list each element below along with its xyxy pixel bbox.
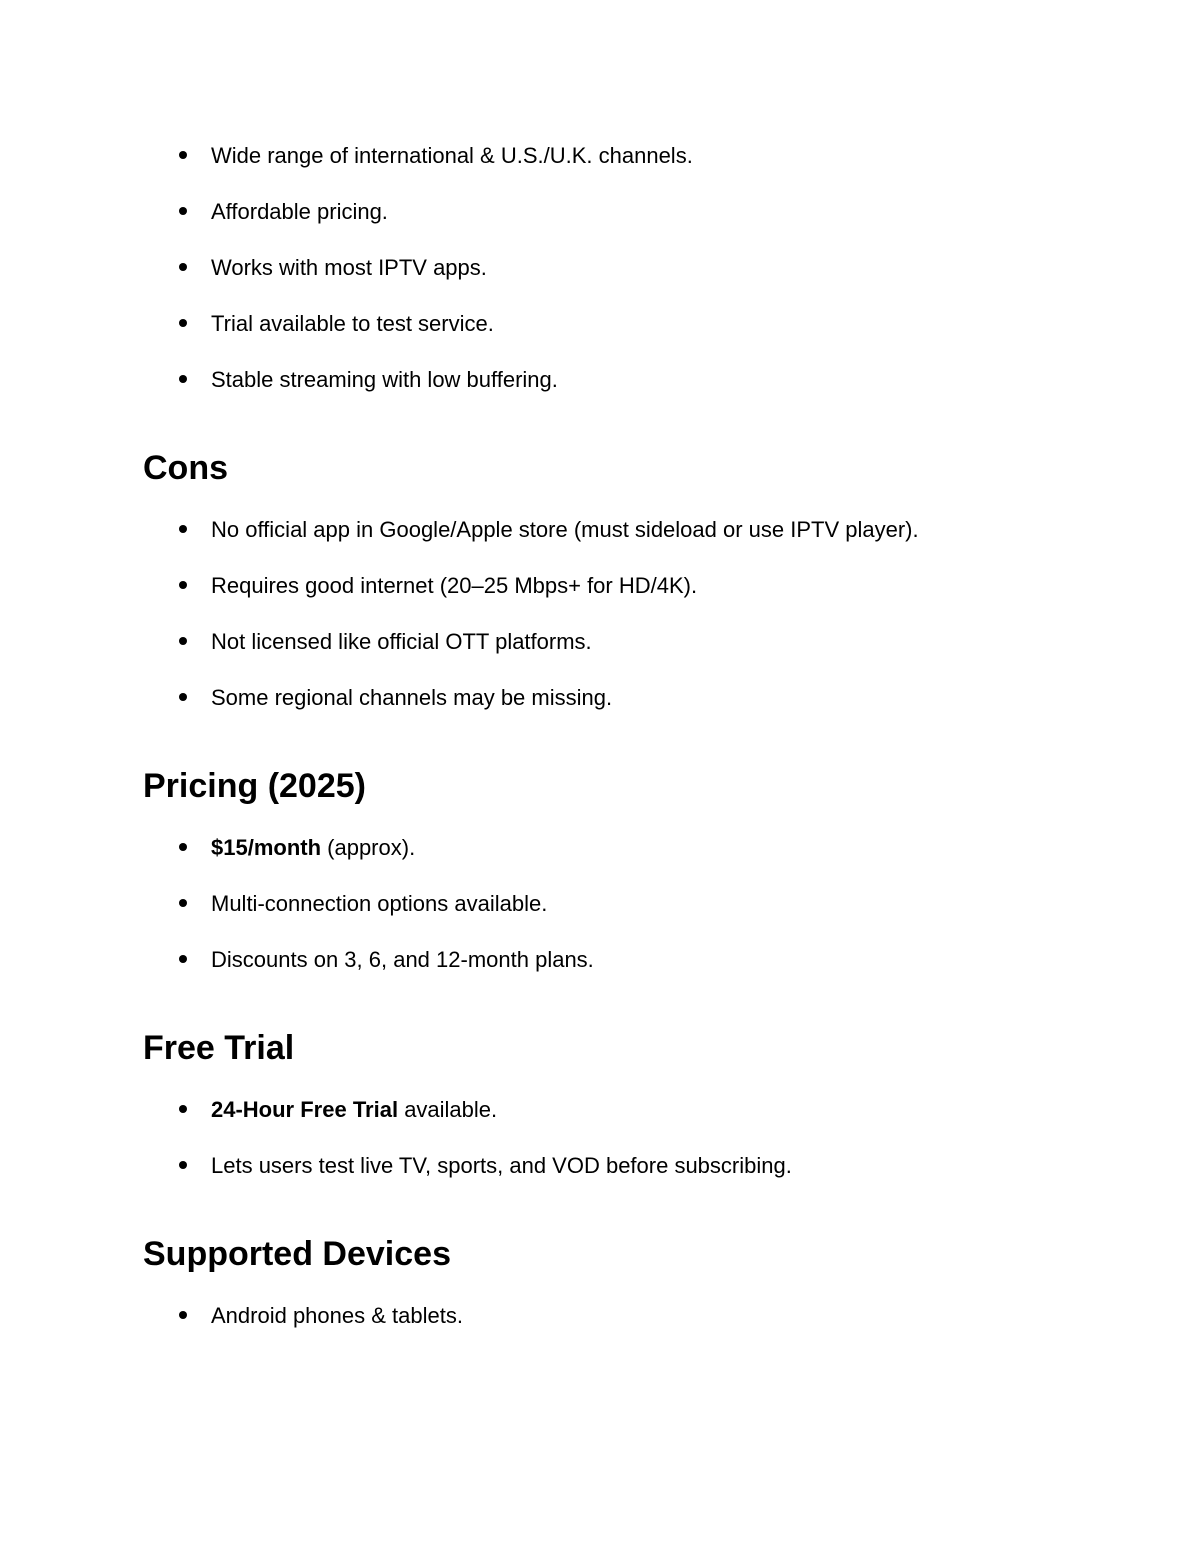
list-item xyxy=(143,516,1057,544)
bullet-list xyxy=(143,834,1057,974)
list-item-text: Trial available to test service. xyxy=(211,311,494,336)
list-item xyxy=(143,628,1057,656)
bullet-icon xyxy=(179,263,187,271)
list-item xyxy=(143,198,1057,226)
list-item-text: (approx). xyxy=(321,835,416,860)
bullet-list xyxy=(143,1302,1057,1330)
bullet-icon xyxy=(179,955,187,963)
list-item xyxy=(143,834,1057,862)
section-supported-devices xyxy=(143,1234,1057,1330)
list-item-text: Not licensed like official OTT platforms. xyxy=(211,629,592,654)
list-item-text: available. xyxy=(398,1097,498,1122)
list-item xyxy=(143,142,1057,170)
list-item-text: Discounts on 3, 6, and 12-month plans. xyxy=(211,947,594,972)
bullet-icon xyxy=(179,319,187,327)
list-item-text: Stable streaming with low buffering. xyxy=(211,367,558,392)
section-pricing xyxy=(143,766,1057,974)
list-item-text: Some regional channels may be missing. xyxy=(211,685,613,710)
bullet-icon xyxy=(179,151,187,159)
bullet-icon xyxy=(179,1311,187,1319)
list-item-text: Affordable pricing. xyxy=(211,199,388,224)
list-item-bold-text: $15/month xyxy=(211,835,322,860)
list-item xyxy=(143,946,1057,974)
bullet-list xyxy=(143,142,1057,394)
bullet-icon xyxy=(179,207,187,215)
bullet-icon xyxy=(179,1161,187,1169)
section-heading-cons: Cons xyxy=(143,449,228,487)
bullet-icon xyxy=(179,581,187,589)
list-item-text: Requires good internet (20–25 Mbps+ for HD/4K). xyxy=(211,573,698,598)
section-pros xyxy=(143,142,1057,394)
list-item-bold-text: 24-Hour Free Trial xyxy=(211,1097,399,1122)
bullet-icon xyxy=(179,1105,187,1113)
list-item xyxy=(143,890,1057,918)
list-item xyxy=(143,1152,1057,1180)
list-item-text: No official app in Google/Apple store (must sideload or use IPTV player). xyxy=(211,517,919,542)
list-item-text: Wide range of international & U.S./U.K. channels. xyxy=(211,143,693,168)
list-item xyxy=(143,1096,1057,1124)
section-free-trial xyxy=(143,1028,1057,1180)
section-heading-pricing: Pricing (2025) xyxy=(143,767,366,805)
list-item xyxy=(143,684,1057,712)
bullet-icon xyxy=(179,899,187,907)
list-item xyxy=(143,254,1057,282)
bullet-list xyxy=(143,1096,1057,1180)
list-item-text: Android phones & tablets. xyxy=(211,1303,463,1328)
section-heading-supported-devices: Supported Devices xyxy=(143,1235,451,1273)
list-item-text: Lets users test live TV, sports, and VOD before subscribing. xyxy=(211,1153,792,1178)
bullet-icon xyxy=(179,843,187,851)
section-heading-free-trial: Free Trial xyxy=(143,1029,295,1067)
list-item-text: Multi-connection options available. xyxy=(211,891,548,916)
list-item xyxy=(143,1302,1057,1330)
bullet-icon xyxy=(179,637,187,645)
bullet-icon xyxy=(179,693,187,701)
bullet-list xyxy=(143,516,1057,712)
bullet-icon xyxy=(179,525,187,533)
list-item xyxy=(143,572,1057,600)
bullet-icon xyxy=(179,375,187,383)
list-item xyxy=(143,310,1057,338)
list-item-text: Works with most IPTV apps. xyxy=(211,255,487,280)
list-item xyxy=(143,366,1057,394)
section-cons xyxy=(143,448,1057,712)
